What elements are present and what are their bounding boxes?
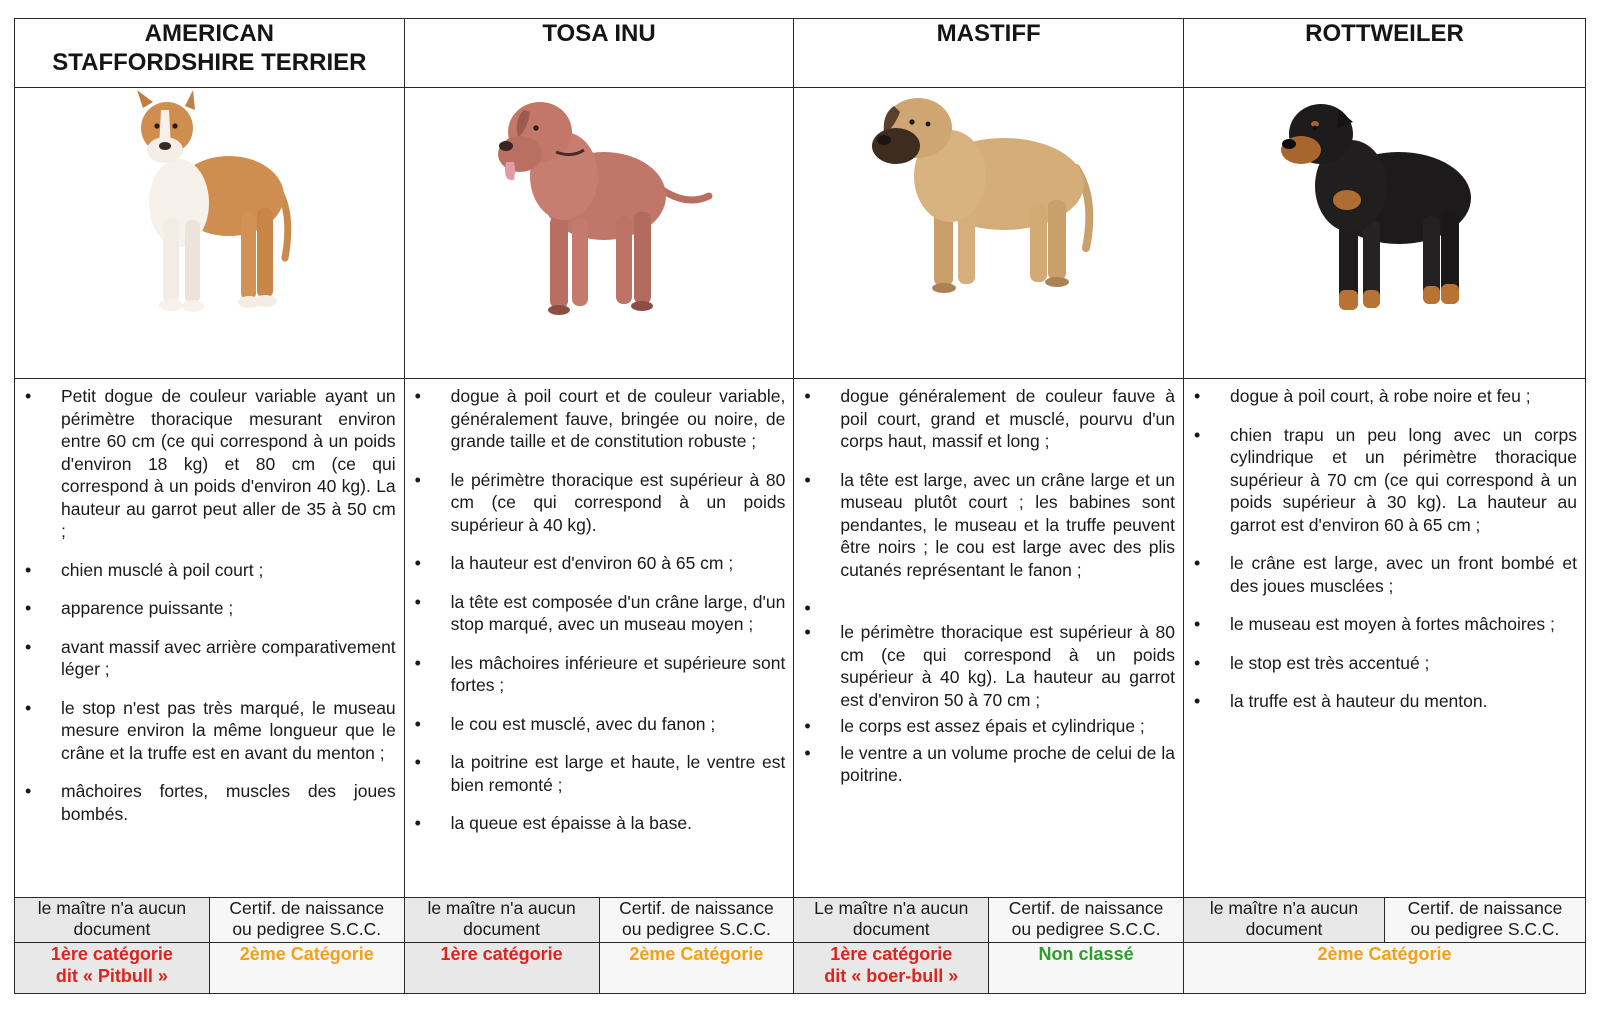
traits-cell-tosa [404, 379, 794, 898]
bullet-icon: • [414, 813, 421, 833]
certificate-label: Certif. de naissance ou pedigree S.C.C. [989, 898, 1184, 943]
bullet-icon: • [25, 781, 32, 801]
breed-comparison-sheet [14, 18, 1586, 1012]
traits-list [1184, 379, 1585, 713]
list-item: • le stop n'est pas très marqué, le museau mesure environ la même longueur que le crâne et la truffe est en avant du menton ; [25, 697, 396, 763]
list-item: • le périmètre thoracique est supérieur à 80 cm (ce qui correspond à un poids supérieur à 40 kg). La hauteur au garrot est d'environ 50 à 70 cm ; [804, 622, 1175, 710]
list-item: • dogue à poil court, à robe noire et feu ; [1194, 386, 1531, 406]
traits-cell-amstaff [15, 379, 405, 898]
bullet-icon: • [1194, 553, 1201, 573]
bullet-icon: • [804, 469, 811, 490]
bullet-icon: • [804, 622, 811, 642]
bullet-icon: • [25, 697, 32, 718]
list-item [804, 597, 1175, 619]
bullet-icon: • [1194, 652, 1201, 673]
certificate-label: Certif. de naissance ou pedigree S.C.C. [1384, 898, 1585, 943]
list-item: • chien trapu un peu long avec un corps cylindrique et un périmètre thoracique supérieur à 70 cm (ce qui correspond à un poids supérieur à 30 kg). La hauteur au garrot est d'environ 60 à 65 cm ; [1194, 424, 1577, 535]
bullet-icon: • [25, 636, 32, 657]
category-badge: 2ème Catégorie [1184, 943, 1586, 994]
list-item: • la hauteur est d'environ 60 à 65 cm ; [414, 553, 734, 573]
bullet-icon: • [1194, 424, 1201, 445]
list-item: • la truffe est à hauteur du menton. [1194, 691, 1488, 711]
breed-traits-row [15, 379, 1586, 898]
category-badge: 2ème Catégorie [209, 943, 404, 994]
traits-list [794, 379, 1183, 787]
list-item: • apparence puissante ; [25, 598, 234, 618]
list-item: • Petit dogue de couleur variable ayant un périmètre thoracique mesurant environ entre 60 cm (ce qui correspond à un poids d'environ 18 kg) et 80 cm (ce qui correspond à un poids d'environ 40 kg). La hauteur au garrot peut aller de 35 à 50 cm ; [25, 386, 396, 541]
bullet-icon: • [804, 742, 811, 763]
bullet-icon: • [414, 713, 421, 734]
breed-image-row [15, 88, 1586, 379]
bullet-icon: • [414, 553, 421, 573]
american-staffordshire-terrier-photo [109, 88, 309, 318]
no-document-label: le maître n'a aucun document [404, 898, 599, 943]
breed-title: ROTTWEILER [1305, 20, 1464, 47]
list-item: • la tête est composée d'un crâne large, d'un stop marqué, avec un museau moyen ; [414, 591, 786, 634]
list-item: • mâchoires fortes, muscles des joues bombés. [25, 781, 396, 824]
category-badge: 1ère catégorie dit « Pitbull » [15, 943, 210, 994]
traits-cell-mastiff [794, 379, 1184, 898]
category-badge: Non classé [989, 943, 1184, 994]
traits-cell-rottweiler [1184, 379, 1586, 898]
bullet-icon: • [25, 386, 32, 406]
list-item: • le périmètre thoracique est supérieur à 80 cm (ce qui correspond à un poids supérieur à 40 kg). [414, 469, 786, 535]
bullet-icon: • [414, 591, 421, 612]
no-document-label: le maître n'a aucun document [15, 898, 210, 943]
image-cell-amstaff [15, 88, 405, 379]
header-cell-tosa [404, 19, 794, 88]
category-badge: 2ème Catégorie [599, 943, 794, 994]
bullet-icon: • [414, 469, 421, 490]
list-item: • la poitrine est large et haute, le ventre est bien remonté ; [414, 752, 786, 795]
no-document-label: Le maître n'a aucun document [794, 898, 989, 943]
breed-title: TOSA INU [542, 20, 656, 47]
mastiff-photo [864, 88, 1114, 298]
traits-list [15, 379, 404, 825]
category-row [15, 943, 1586, 994]
image-cell-rottweiler [1184, 88, 1586, 379]
breed-comparison-table [14, 18, 1586, 994]
list-item: • avant massif avec arrière comparativement léger ; [25, 636, 396, 679]
list-item: • le crâne est large, avec un front bombé et des joues musclées ; [1194, 553, 1577, 596]
category-badge: 1ère catégorie dit « boer-bull » [794, 943, 989, 994]
header-cell-mastiff [794, 19, 1184, 88]
certificate-label: Certif. de naissance ou pedigree S.C.C. [599, 898, 794, 943]
list-item: • la queue est épaisse à la base. [414, 813, 692, 833]
document-status-row [15, 898, 1586, 943]
image-cell-mastiff [794, 88, 1184, 379]
bullet-icon: • [804, 386, 811, 406]
bullet-icon: • [414, 752, 421, 772]
traits-list [405, 379, 794, 835]
tosa-inu-photo [484, 88, 714, 318]
image-cell-tosa [404, 88, 794, 379]
list-item: • le cou est musclé, avec du fanon ; [414, 713, 716, 734]
header-cell-rottweiler [1184, 19, 1586, 88]
bullet-icon: • [25, 598, 32, 618]
no-document-label: le maître n'a aucun document [1184, 898, 1385, 943]
bullet-icon: • [25, 559, 32, 580]
list-item: • chien musclé à poil court ; [25, 559, 264, 580]
list-item: • dogue généralement de couleur fauve à poil court, grand et musclé, pourvu d'un corps haut, massif et long ; [804, 386, 1175, 451]
list-item: • dogue à poil court et de couleur variable, généralement fauve, bringée ou noire, de grande taille et de constitution robuste ; [414, 386, 786, 451]
list-item: • les mâchoires inférieure et supérieure sont fortes ; [414, 652, 786, 695]
bullet-icon: • [1194, 614, 1201, 634]
list-item: • le ventre a un volume proche de celui de la poitrine. [804, 742, 1175, 785]
list-item: • le museau est moyen à fortes mâchoires ; [1194, 614, 1555, 634]
bullet-icon: • [1194, 386, 1201, 406]
bullet-icon: • [414, 652, 421, 673]
category-badge: 1ère catégorie [404, 943, 599, 994]
breed-header-row [15, 19, 1586, 88]
bullet-icon: • [804, 598, 811, 618]
breed-title: MASTIFF [936, 20, 1041, 47]
bullet-icon: • [414, 386, 421, 406]
list-item: • la tête est large, avec un crâne large et un museau plutôt court ; les babines sont pendantes, le museau et la truffe peuvent être noirs ; le cou est large avec des plis cutanés représentant le fanon ; [804, 469, 1175, 580]
bullet-icon: • [1194, 691, 1201, 711]
bullet-icon: • [804, 716, 811, 736]
certificate-label: Certif. de naissance ou pedigree S.C.C. [209, 898, 404, 943]
breed-title: AMERICAN STAFFORDSHIRE TERRIER [52, 20, 367, 76]
header-cell-amstaff [15, 19, 405, 88]
rottweiler-photo [1265, 88, 1505, 328]
list-item: • le corps est assez épais et cylindrique ; [804, 716, 1145, 736]
list-item: • le stop est très accentué ; [1194, 652, 1430, 673]
